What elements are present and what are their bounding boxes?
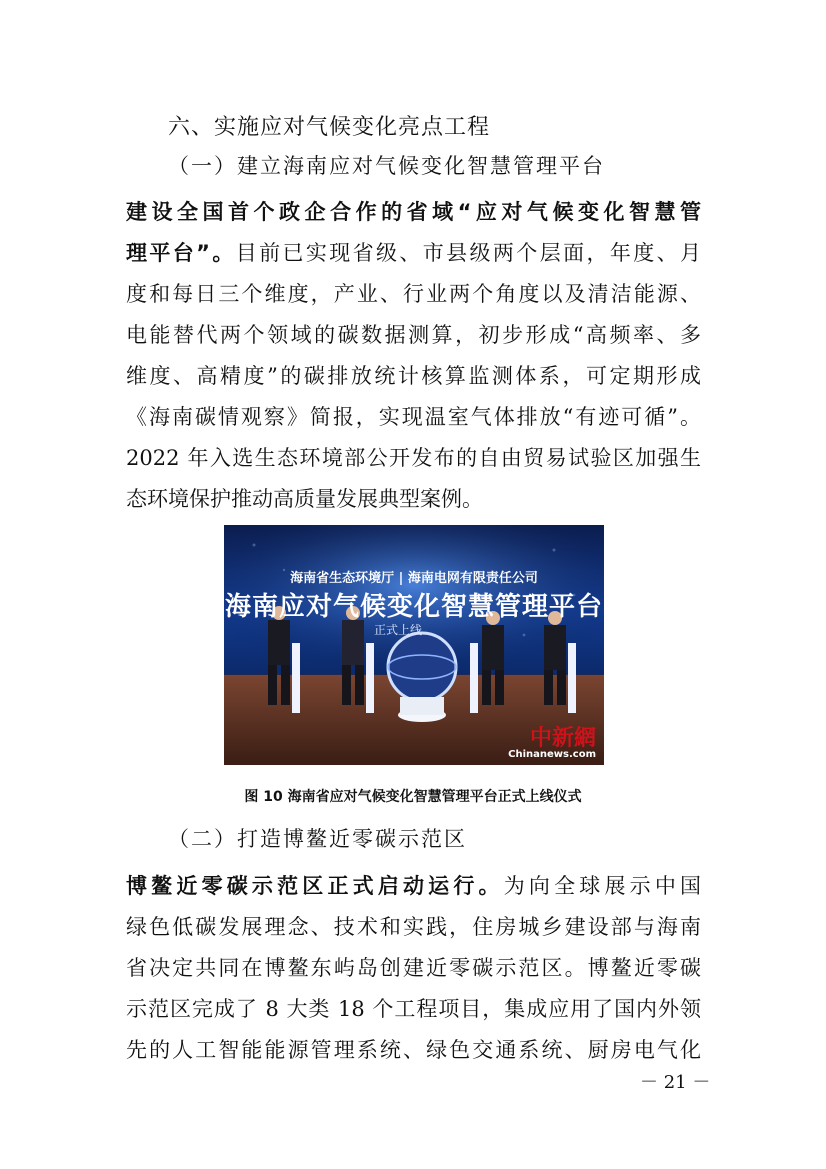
banner-top-text: 海南省生态环境厅 | 海南电网有限责任公司 xyxy=(290,571,538,586)
banner-main-text: 海南应对气候变化智慧管理平台 xyxy=(224,592,603,622)
paragraph-line: 2022 年入选生态环境部公开发布的自由贸易试验区加强生 xyxy=(126,446,701,470)
paragraph-line: 《海南碳情观察》简报，实现温室气体排放“有迹可循”。 xyxy=(126,405,701,429)
launch-ceremony-photo xyxy=(224,525,604,765)
paragraph-line: 电能替代两个领域的碳数据测算，初步形成“高频率、多 xyxy=(126,323,701,347)
figure-caption: 图 10 海南省应对气候变化智慧管理平台正式上线仪式 xyxy=(244,789,582,805)
page-number: － 21 － xyxy=(640,1072,711,1093)
paragraph-line: 度和每日三个维度，产业、行业两个角度以及清洁能源、 xyxy=(126,282,701,306)
paragraph-line: 省决定共同在博鳌东屿岛创建近零碳示范区。博鳌近零碳 xyxy=(126,956,701,980)
paragraph-line: 博鳌近零碳示范区正式启动运行。为向全球展示中国 xyxy=(126,874,702,898)
paragraph-line: 绿色低碳发展理念、技术和实践，住房城乡建设部与海南 xyxy=(126,915,701,939)
banner-sub-text: 正式上线 xyxy=(374,623,423,637)
paragraph-line: 理平台”。目前已实现省级、市县级两个层面，年度、月 xyxy=(126,241,701,265)
paragraph-line: 示范区完成了 8 大类 18 个工程项目，集成应用了国内外领 xyxy=(126,997,701,1021)
paragraph-line: 先的人工智能能源管理系统、绿色交通系统、厨房电气化 xyxy=(126,1038,701,1062)
subsection-heading-2: （二）打造博鳌近零碳示范区 xyxy=(168,827,467,851)
watermark-url: Chinanews.com xyxy=(508,749,596,760)
paragraph-line: 态环境保护推动高质量发展典型案例。 xyxy=(126,487,483,511)
paragraph-line: 建设全国首个政企合作的省域“应对气候变化智慧管 xyxy=(126,200,701,224)
paragraph-line: 维度、高精度”的碳排放统计核算监测体系，可定期形成 xyxy=(126,364,701,388)
section-heading: 六、实施应对气候变化亮点工程 xyxy=(168,115,491,140)
watermark-logo: 中新網 xyxy=(529,725,596,751)
subsection-heading-1: （一）建立海南应对气候变化智慧管理平台 xyxy=(168,154,605,178)
